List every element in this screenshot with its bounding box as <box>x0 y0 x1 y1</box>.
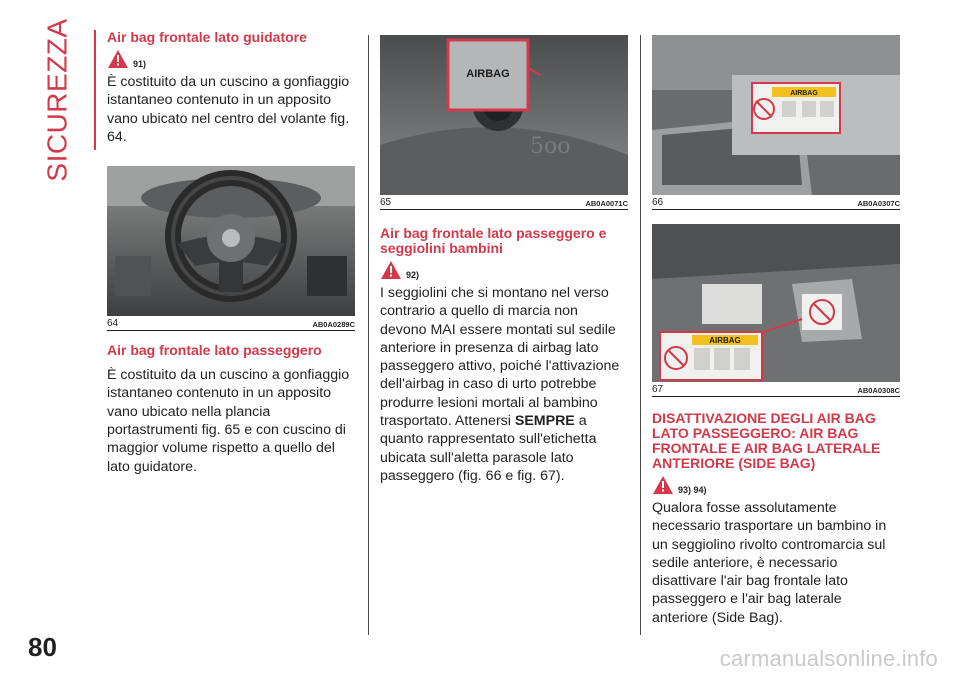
airbag-label: AIRBAG <box>466 68 510 80</box>
warning-ref-number: 92) <box>406 270 420 280</box>
paragraph-emphasis: SEMPRE <box>514 413 575 430</box>
column-3 <box>652 30 900 627</box>
figure-code: AB0A0308C <box>857 386 900 395</box>
page-number: 80 <box>28 632 57 662</box>
steering-wheel-photo <box>107 166 355 316</box>
warning-triangle-icon <box>380 260 402 280</box>
figure-66 <box>652 35 900 210</box>
warning-triangle-icon <box>652 475 674 495</box>
airbag-label: AIRBAG <box>709 336 741 345</box>
paragraph-deactivation: Qualora fosse assolutamente necessario trasportare un bambino in un seggiolino rivolto contromarcia sul sedile anteriore, è necessario disattivare l'air bag frontale lato passeggero e l'air bag laterale anteriore (Side Bag). <box>652 500 887 626</box>
paragraph-part-2: a quanto rappresentato sull'etichetta ubicata sull'aletta parasole lato passeggero (fig. 66 e fig. 67). <box>380 413 597 484</box>
airbag-sticker-photo <box>652 224 900 382</box>
figure-64 <box>107 166 355 331</box>
footer-url: carmanualsonline.info <box>719 646 938 671</box>
svg-text:5oo: 5oo <box>530 134 571 159</box>
warning-ref <box>107 49 355 69</box>
section-label-text: SICUREZZA <box>42 18 73 182</box>
column-divider-1 <box>368 35 369 635</box>
section-bar <box>94 30 96 150</box>
paragraph-part-1: I seggiolini che si montano nel verso contrario a quello di marcia non devono MAI essere montati sul sedile anteriore in presenza di airbag lato passeggero attivo, poiché l'attivazione dell'airbag in caso di urto potrebbe produrre lesioni mortali al bambino trasportato. Attenersi <box>380 285 620 430</box>
warning-triangle-icon <box>107 49 129 69</box>
warning-ref-number: 93) 94) <box>678 485 707 495</box>
warning-ref-number: 91) <box>133 59 147 69</box>
heading-deactivation: DISATTIVAZIONE DEGLI AIR BAG LATO PASSEGGERO: AIR BAG FRONTALE E AIR BAG LATERALE ANTERIORE (SIDE BAG) <box>652 410 881 471</box>
column-divider-2 <box>640 35 641 635</box>
dashboard-airbag-photo <box>380 35 628 195</box>
figure-67 <box>652 224 900 397</box>
paragraph-child-seats <box>380 284 628 485</box>
warning-ref <box>652 475 900 495</box>
sun-visor-photo <box>652 35 900 195</box>
paragraph-passenger-airbag: È costituito da un cuscino a gonfiaggio istantaneo contenuto in un apposito vano ubicato nella plancia portastrumenti fig. 65 e con cuscino di maggior volume rispetto a quello del lato guidatore. <box>107 367 350 475</box>
column-1 <box>107 30 355 476</box>
section-label <box>28 18 88 182</box>
figure-number: 67 <box>652 384 664 395</box>
figure-number: 66 <box>652 197 664 208</box>
heading-driver-airbag: Air bag frontale lato guidatore <box>107 29 307 45</box>
column-2 <box>380 30 628 485</box>
figure-65 <box>380 35 628 210</box>
figure-number: 64 <box>107 318 119 330</box>
heading-child-seats: Air bag frontale lato passeggero e seggiolini bambini <box>380 225 607 256</box>
warning-ref <box>380 260 628 280</box>
figure-number: 65 <box>380 197 392 208</box>
figure-code: AB0A0289C <box>312 320 355 330</box>
figure-code: AB0A0307C <box>857 199 900 208</box>
figure-code: AB0A0071C <box>585 199 628 208</box>
airbag-label: AIRBAG <box>790 90 818 97</box>
heading-passenger-airbag: Air bag frontale lato passeggero <box>107 342 322 359</box>
paragraph-driver-airbag: È costituito da un cuscino a gonfiaggio istantaneo contenuto in un apposito vano ubicato nel centro del volante fig. 64. <box>107 74 350 145</box>
